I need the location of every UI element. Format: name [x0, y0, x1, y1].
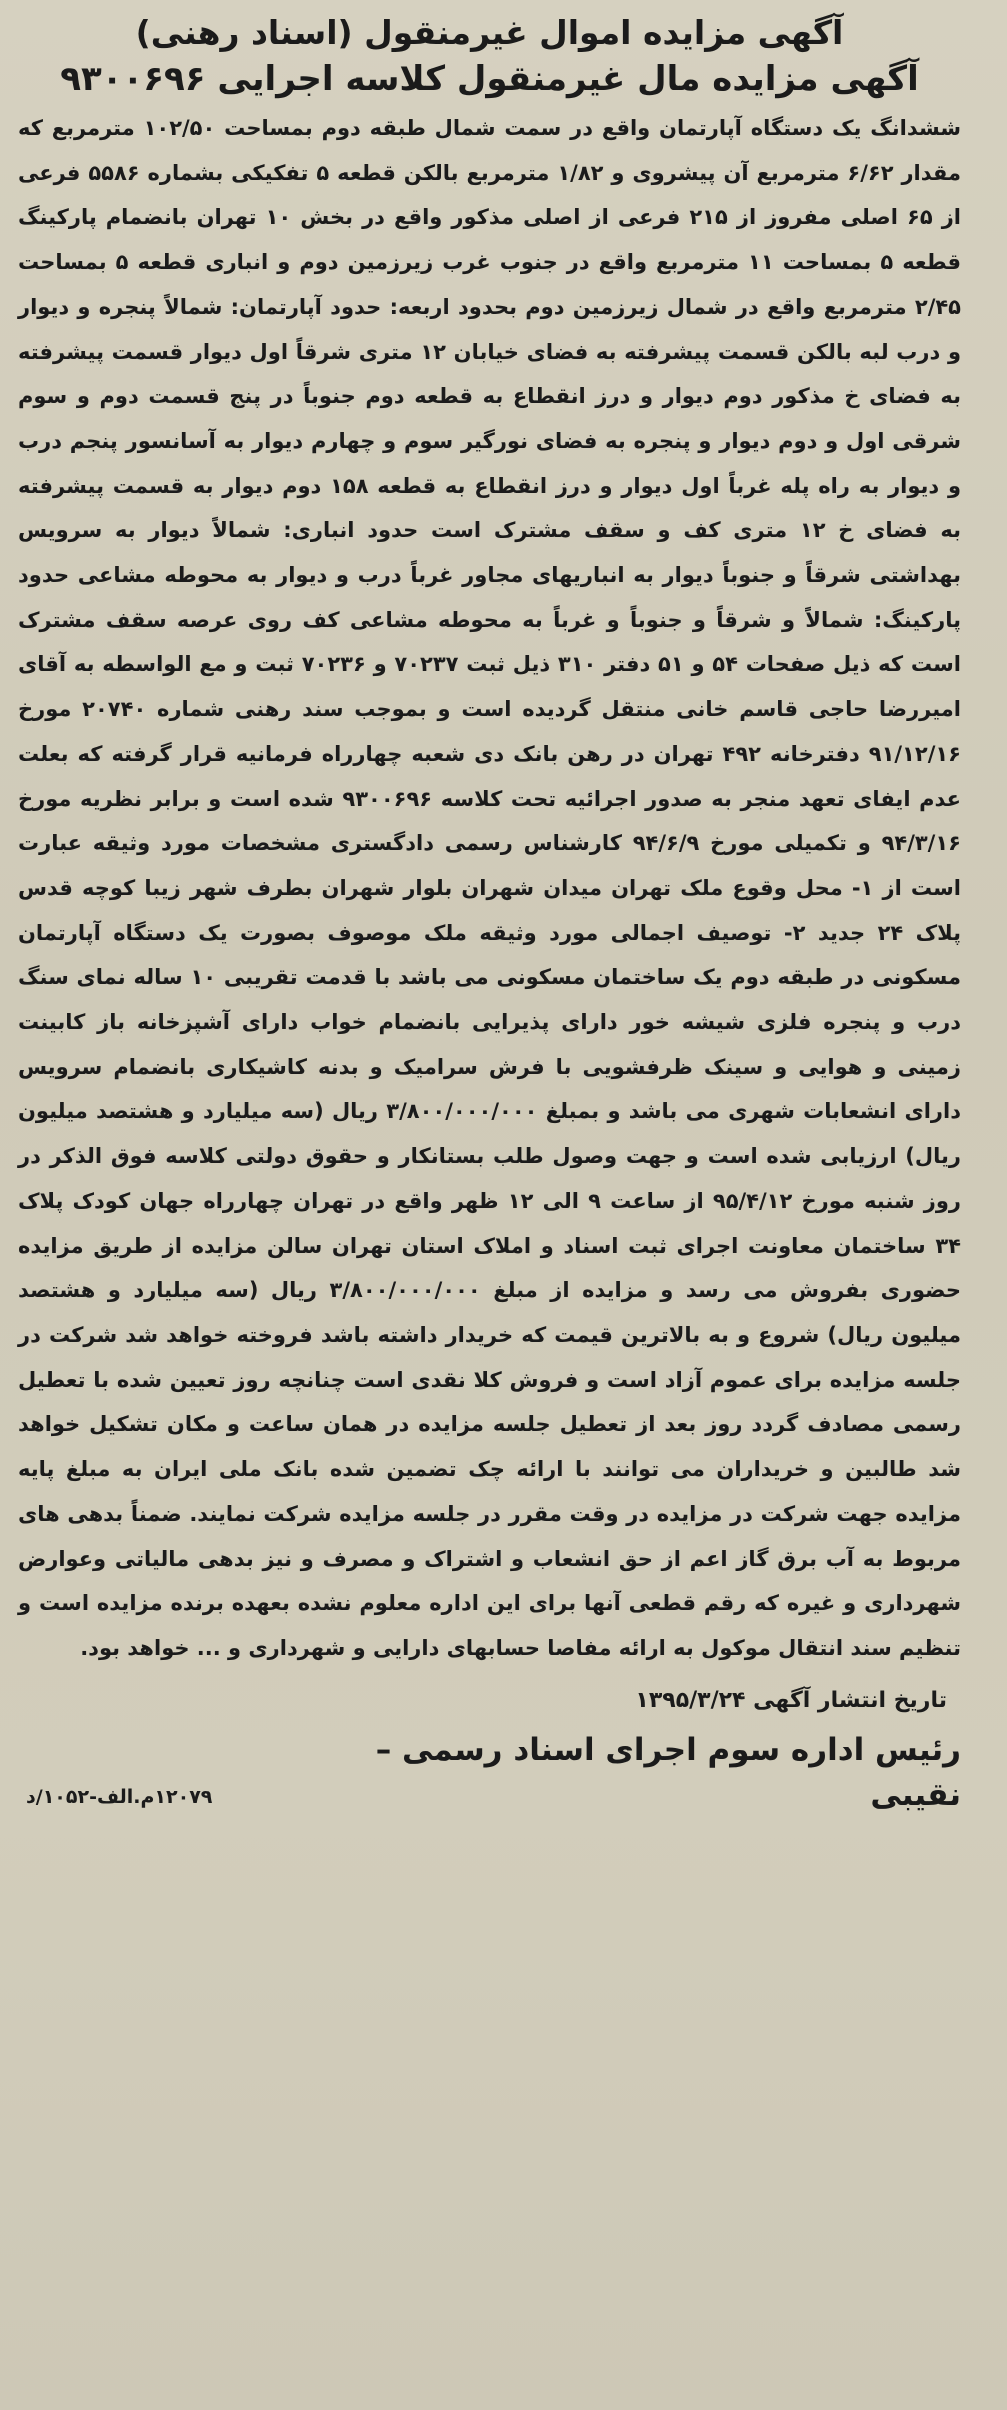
- notice-subtitle: آگهی مزایده مال غیرمنقول کلاسه اجرایی ۹۳۰۰۶۹۶: [60, 59, 919, 99]
- signer-title: رئیس اداره سوم اجرای اسناد رسمی –: [375, 1731, 961, 1768]
- notice-title: آگهی مزایده اموال غیرمنقول (اسناد رهنی): [135, 13, 844, 52]
- signer-name: نقیبی: [870, 1776, 961, 1813]
- signature-row: [18, 1727, 961, 1817]
- ad-code: ۱۲۰۷۹م.الف-۱۰۵۲/د: [26, 1785, 213, 1808]
- signature-block: [376, 1727, 961, 1817]
- publication-date: تاریخ انتشار آگهی ۱۳۹۵/۳/۲۴: [635, 1687, 947, 1713]
- notice-body: ششدانگ یک دستگاه آپارتمان واقع در سمت شمال طبقه دوم بمساحت ۱۰۲/۵۰ مترمربع که مقدار ۶/۶۲ مترمربع آن پیشروی و ۱/۸۲ مترمربع بالکن قطعه ۵ تفکیکی بشماره ۵۵۸۶ فرعی از ۶۵ اصلی مفروز از ۲۱۵ فرعی از اصلی مذکور واقع در بخش ۱۰ تهران بانضمام پارکینگ قطعه ۵ بمساحت ۱۱ مترمربع واقع در جنوب غرب زیرزمین دوم و انباری قطعه ۵ بمساحت ۲/۴۵ مترمربع واقع در شمال زیرزمین دوم بحدود اربعه: حدود آپارتمان: شمالاً پنجره و دیوار و درب لبه بالکن قسمت پیشرفته به فضای خیابان ۱۲ متری شرقاً اول دیوار قسمت پیشرفته به فضای خ مذکور دوم دیوار و درز انقطاع به قطعه دوم جنوباً در پنج قسمت دوم و سوم شرقی اول و دوم دیوار و پنجره به فضای نورگیر سوم و چهارم دیوار به آسانسور پنجم درب و دیوار به راه پله غرباً اول دیوار و درز انقطاع به قطعه ۱۵۸ دوم دیوار به قسمت پیشرفته به فضای خ ۱۲ متری کف و سقف مشترک است حدود انباری: شمالاً دیوار به سرویس بهداشتی شرقاً و جنوباً دیوار به انباریهای مجاور غرباً درب و دیوار به محوطه مشاعی حدود پارکینگ: شمالاً و شرقاً و جنوباً و غرباً به محوطه مشاعی کف روی عرصه سقف مشترک است که ذیل صفحات ۵۴ و ۵۱ دفتر ۳۱۰ ذیل ثبت ۷۰۲۳۷ و ۷۰۲۳۶ ثبت و مع الواسطه به آقای امیررضا حاجی قاسم خانی منتقل گردیده است و بموجب سند رهنی شماره ۲۰۷۴۰ مورخ ۹۱/۱۲/۱۶ دفترخانه ۴۹۲ تهران در رهن بانک دی شعبه چهارراه فرمانیه قرار گرفته که بعلت عدم ایفای تعهد منجر به صدور اجرائیه تحت کلاسه ۹۳۰۰۶۹۶ شده است و برابر نظریه مورخ ۹۴/۳/۱۶ و تکمیلی مورخ ۹۴/۶/۹ کارشناس رسمی دادگستری مشخصات مورد وثیقه عبارت است از ۱- محل وقوع ملک تهران میدان شهران بلوار شهران بطرف شهر زیبا کوچه قدس پلاک ۲۴ جدید ۲- توصیف اجمالی مورد وثیقه ملک موصوف بصورت یک دستگاه آپارتمان مسکونی در طبقه دوم یک ساختمان مسکونی می باشد با قدمت تقریبی ۱۰ ساله نمای سنگ درب و پنجره فلزی شیشه خور دارای پذیرایی بانضمام خواب دارای آشپزخانه باز کابینت زمینی و هوایی و سینک ظرفشویی با فرش سرامیک و بدنه کاشیکاری بانضمام سرویس دارای انشعابات شهری می باشد و بمبلغ ۳/۸۰۰/۰۰۰/۰۰۰ ریال (سه میلیارد و هشتصد میلیون ریال) ارزیابی شده است و جهت وصول طلب بستانکار و حقوق دولتی کلاسه فوق الذکر در روز شنبه مورخ ۹۵/۴/۱۲ از ساعت ۹ الی ۱۲ ظهر واقع در تهران چهارراه جهان کودک پلاک ۳۴ ساختمان معاونت اجرای ثبت اسناد و املاک استان تهران سالن مزایده از طریق مزایده حضوری بفروش می رسد و مزایده از مبلغ ۳/۸۰۰/۰۰۰/۰۰۰ ریال (سه میلیارد و هشتصد میلیون ریال) شروع و به بالاترین قیمت که خریدار داشته باشد فروخته خواهد شد شرکت در جلسه مزایده برای عموم آزاد است و فروش کلا نقدی است چنانچه روز تعیین شده با تعطیل رسمی مصادف گردد روز بعد از تعطیل جلسه مزایده در همان ساعت و مکان تشکیل خواهد شد طالبین و خریداران می توانند با ارائه چک تضمین شده بانک ملی ایران به مبلغ پایه مزایده جهت شرکت در مزایده در وقت مقرر در جلسه مزایده شرکت نمایند. ضمناً بدهی های مربوط به آب برق گاز اعم از حق انشعاب و اشتراک و مصرف و نیز بدهی مالیاتی وعوارض شهرداری و غیره که رقم قطعی آنها برای این اداره معلوم نشده بعهده برنده مزایده است و تنظیم سند انتقال موکول به ارائه مفاصا حسابهای دارایی و شهرداری و ... خواهد بود.: [18, 116, 962, 1660]
